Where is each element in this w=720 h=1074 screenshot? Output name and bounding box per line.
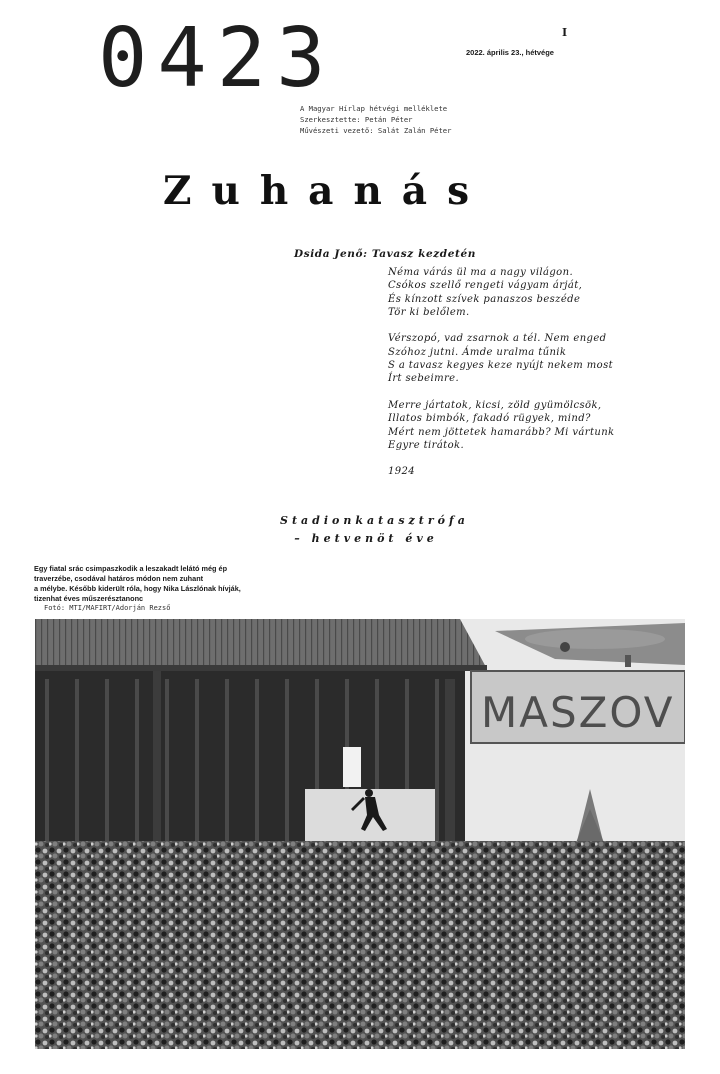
- masthead: [300, 103, 451, 136]
- masthead-line: Művészeti vezető: Salát Zalán Péter: [300, 126, 452, 135]
- page-title: Zuhanás: [163, 168, 490, 214]
- poem-line: Csókos szellő rengeti vágyam árját,: [388, 280, 583, 292]
- maszov-sign: [471, 671, 685, 743]
- caption-line: a mélybe. Később kiderült róla, hogy Nika Lászlónak hívják,: [34, 584, 241, 593]
- poem-line: Mért nem jöttetek hamarább? Mi vártunk: [388, 426, 615, 438]
- page-number: I: [562, 26, 568, 39]
- poem-body: [388, 266, 615, 479]
- poem-stanza: [388, 399, 615, 452]
- masthead-line: A Magyar Hírlap hétvégi melléklete: [300, 104, 448, 113]
- stadium-photo: [35, 619, 685, 1049]
- issue-date: 2022. április 23., hétvége: [466, 48, 554, 57]
- poem-line: Egyre tirátok.: [388, 439, 465, 451]
- poem-line: Tör ki belőlem.: [388, 306, 470, 318]
- masthead-line: Szerkesztette: Petán Péter: [300, 115, 413, 124]
- poem-line: Vérszopó, vad zsarnok a tél. Nem enged: [388, 333, 607, 345]
- poem-line: Írt sebeimre.: [388, 373, 460, 385]
- poem-line: Merre jártatok, kicsi, zöld gyümölcsök,: [388, 399, 602, 411]
- caption-line: Egy fiatal srác csimpaszkodik a leszakadt lelátó még ép: [34, 564, 228, 573]
- poem-heading: Dsida Jenő: Tavasz kezdetén: [294, 248, 476, 260]
- poem-line: Szóhoz jutni. Ámde uralma tűnik: [388, 346, 567, 358]
- section-title-line: Stadionkatasztrófa: [280, 514, 469, 527]
- poem-line: Néma várás ül ma a nagy világon.: [388, 267, 574, 278]
- issue-number: 0423: [98, 11, 336, 106]
- section-subtitle-line: – hetvenöt éve: [294, 532, 438, 545]
- poem-stanza: [388, 266, 615, 319]
- photo-credit: Fotó: MTI/MAFIRT/Adorján Rezső: [44, 604, 171, 612]
- caption-line: traverzébe, csodával határos módon nem zuhant: [34, 574, 204, 583]
- sign-text: MASZOV: [481, 688, 675, 737]
- poem-line: És kínzott szívek panaszos beszéde: [388, 293, 581, 305]
- photo-caption: [34, 564, 241, 604]
- stadium-photo-illustration: [35, 619, 685, 1049]
- poem-year: 1924: [388, 466, 416, 478]
- poem-line: S a tavasz kegyes keze nyújt nekem most: [388, 360, 614, 372]
- poem-line: Illatos bimbók, fakadó rügyek, mind?: [388, 413, 591, 425]
- caption-line: tizenhat éves műszerésztanonc: [34, 594, 144, 603]
- poem-stanza: [388, 332, 615, 385]
- section-title: [280, 512, 469, 548]
